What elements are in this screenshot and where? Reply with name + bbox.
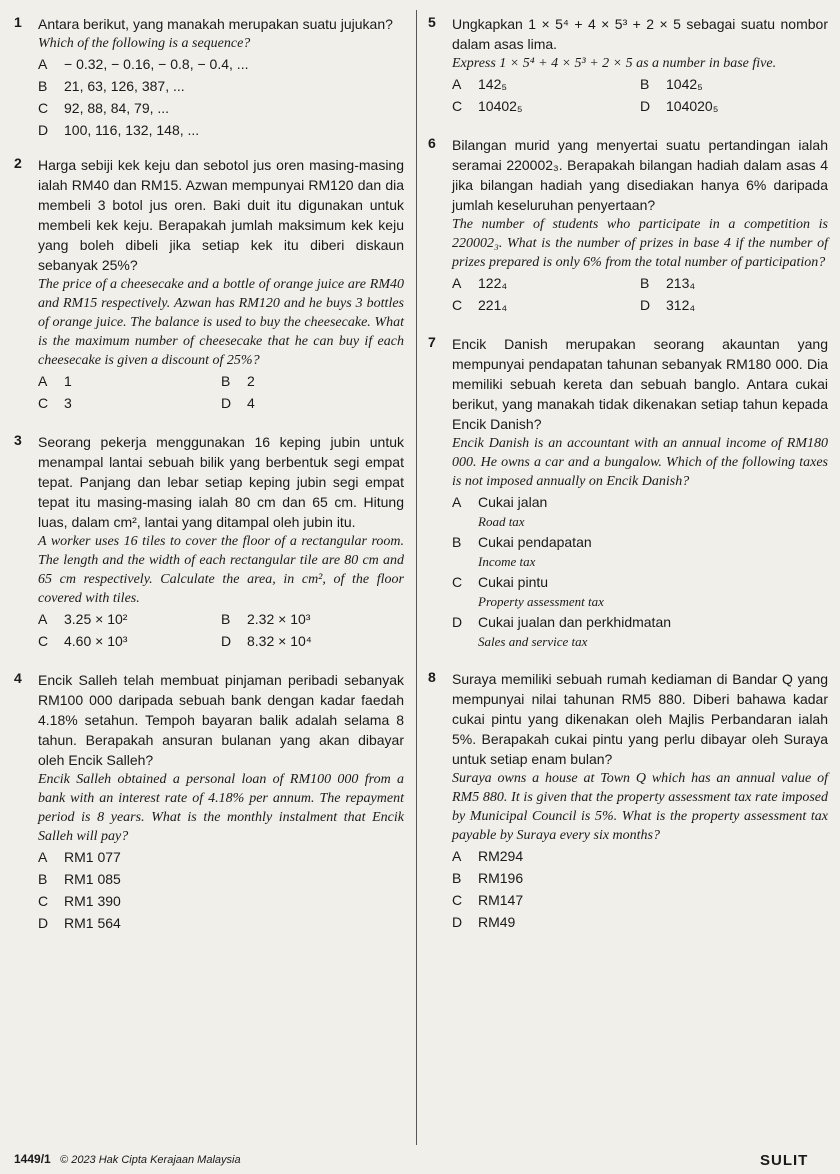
question-text-english: The price of a cheesecake and a bottle of orange juice are RM40 and RM15 respectively. Azwan has RM120 and he buys 3 bottles of orange juice. The balance is used to buy the cheesecake. What is the maximum number of cheesecake that he can buy if each cheesecake is given a discount of 25%? <box>38 277 404 368</box>
options <box>38 53 404 141</box>
option-a[interactable]: A 122₄ <box>452 275 508 291</box>
copyright-text: © 2023 Hak Cipta Kerajaan Malaysia <box>60 1154 241 1166</box>
option-d[interactable]: D 104020₅ <box>640 98 719 114</box>
question-2 <box>14 155 404 414</box>
option-a[interactable]: A RM294 <box>452 848 524 864</box>
option-translation: Income tax <box>478 554 536 569</box>
right-column <box>428 14 828 933</box>
question-text-malay: Bilangan murid yang menyertai suatu pertandingan ialah seramai 220002₃. Berapakah bilangan hadiah dalam asas 4 jika bilangan hadiah yang disediakan hanya 6% daripada jumlah keseluruhan penyertaan? <box>452 137 828 213</box>
question-text-malay: Suraya memiliki sebuah rumah kediaman di Bandar Q yang mempunyai nilai tahunan RM5 880. Diberi bahawa kadar cukai pintu yang dikenakan oleh Majlis Perbandaran ialah 5%. Berapakah cukai pintu yang perlu dibayar oleh Suraya untuk setiap enam bulan? <box>452 671 828 767</box>
option-b[interactable]: B 213₄ <box>640 275 696 291</box>
option-c[interactable]: C Cukai pintu Property assessment tax <box>452 571 828 611</box>
options <box>38 608 404 652</box>
question-text-malay: Harga sebiji kek keju dan sebotol jus oren masing-masing ialah RM40 dan RM15. Azwan mempunyai RM120 dan dia membeli 3 botol jus oren. Baki duit itu digunakan untuk membeli kek keju. Berapakah jumlah maksimum kek keju yang boleh dibeli jika setiap kek itu diberi diskaun sebanyak 25%? <box>38 157 404 273</box>
option-a[interactable]: A 1 <box>38 373 72 389</box>
question-3 <box>14 432 404 652</box>
option-a[interactable]: A Cukai jalan Road tax <box>452 491 828 531</box>
question-text-english: Encik Salleh obtained a personal loan of RM100 000 from a bank with an interest rate of 4.18% per annum. The repayment period is 8 years. What is the monthly instalment that Encik Salleh will pay? <box>38 772 404 844</box>
question-8 <box>428 669 828 933</box>
question-number: 5 <box>428 14 436 30</box>
question-text-malay: Encik Danish merupakan seorang akauntan yang mempunyai pendapatan tahunan sebanyak RM180 000. Dia memiliki sebuah kereta dan sebuah banglo. Antara cukai berikut, yang manakah tidak dikenakan setiap tahun kepada Encik Danish? <box>452 336 828 432</box>
question-text-malay: Ungkapkan 1 × 5⁴ + 4 × 5³ + 2 × 5 sebagai suatu nombor dalam asas lima. <box>452 16 828 52</box>
option-b[interactable]: B RM196 <box>452 870 524 886</box>
options <box>38 846 404 934</box>
question-text-english: A worker uses 16 tiles to cover the floor of a rectangular room. The length and the width of each rectangular tile are 80 cm and 65 cm respectively. Calculate the area, in cm², of the floor covered with tiles. <box>38 534 404 606</box>
option-d[interactable]: D Cukai jualan dan perkhidmatan Sales and service tax <box>452 611 828 651</box>
option-d[interactable]: D RM1 564 <box>38 915 121 931</box>
option-b[interactable]: B 21, 63, 126, 387, ... <box>38 78 185 94</box>
option-c[interactable]: C 4.60 × 10³ <box>38 633 128 649</box>
paper-code: 1449/1 <box>14 1152 51 1166</box>
option-d[interactable]: D 312₄ <box>640 297 696 313</box>
option-translation: Property assessment tax <box>478 594 604 609</box>
question-number: 7 <box>428 334 436 350</box>
question-7 <box>428 334 828 651</box>
option-c[interactable]: C RM147 <box>452 892 524 908</box>
option-a[interactable]: A 3.25 × 10² <box>38 611 128 627</box>
question-text-english: Which of the following is a sequence? <box>38 36 251 51</box>
option-a[interactable]: A 142₅ <box>452 76 507 92</box>
question-text-malay: Encik Salleh telah membuat pinjaman peribadi sebanyak RM100 000 daripada sebuah bank dengan kadar faedah 4.18% setahun. Tempoh bayaran balik adalah selama 8 tahun. Berapakah ansuran bulanan yang akan dibayar oleh Encik Salleh? <box>38 672 404 768</box>
option-a[interactable]: A − 0.32, − 0.16, − 0.8, − 0.4, ... <box>38 56 249 72</box>
option-d[interactable]: D 8.32 × 10⁴ <box>221 633 312 649</box>
option-c[interactable]: C 92, 88, 84, 79, ... <box>38 100 170 116</box>
option-translation: Road tax <box>478 514 525 529</box>
option-d[interactable]: D RM49 <box>452 914 516 930</box>
question-4 <box>14 670 404 934</box>
option-b[interactable]: B 1042₅ <box>640 76 703 92</box>
question-1 <box>14 14 404 141</box>
option-b[interactable]: B 2.32 × 10³ <box>221 611 311 627</box>
sulit-label: SULIT <box>760 1152 809 1169</box>
question-number: 1 <box>14 14 22 30</box>
column-divider <box>416 10 417 1145</box>
question-number: 4 <box>14 670 22 686</box>
question-number: 2 <box>14 155 22 171</box>
option-b[interactable]: B Cukai pendapatan Income tax <box>452 531 828 571</box>
option-d[interactable]: D 100, 116, 132, 148, ... <box>38 122 200 138</box>
question-text-english: The number of students who participate in a competition is 220002₃. What is the number of prizes in base 4 if the number of prizes prepared is only 6% from the total number of participation? <box>452 217 828 270</box>
option-b[interactable]: B RM1 085 <box>38 871 121 887</box>
option-translation: Sales and service tax <box>478 634 588 649</box>
option-c[interactable]: C 10402₅ <box>452 98 523 114</box>
option-c[interactable]: C RM1 390 <box>38 893 121 909</box>
footer-code <box>14 1152 241 1166</box>
option-c[interactable]: C 221₄ <box>452 297 508 313</box>
question-text-english: Encik Danish is an accountant with an annual income of RM180 000. He owns a car and a bungalow. Which of the following taxes is not imposed annually on Encik Danish? <box>452 436 828 489</box>
question-6 <box>428 135 828 316</box>
question-text-english: Suraya owns a house at Town Q which has an annual value of RM5 880. It is given that the property assessment tax rate imposed by Municipal Council is 5%. What is the property assessment tax payable by Suraya every six months? <box>452 771 828 843</box>
question-number: 8 <box>428 669 436 685</box>
options <box>452 491 828 651</box>
options <box>452 845 828 933</box>
question-text-english: Express 1 × 5⁴ + 4 × 5³ + 2 × 5 as a number in base five. <box>452 56 777 71</box>
options <box>452 73 828 117</box>
option-c[interactable]: C 3 <box>38 395 72 411</box>
question-number: 6 <box>428 135 436 151</box>
question-text-malay: Antara berikut, yang manakah merupakan suatu jujukan? <box>38 16 393 32</box>
question-5 <box>428 14 828 117</box>
option-b[interactable]: B 2 <box>221 373 255 389</box>
options <box>38 370 404 414</box>
question-number: 3 <box>14 432 22 448</box>
options <box>452 272 828 316</box>
option-a[interactable]: A RM1 077 <box>38 849 121 865</box>
option-d[interactable]: D 4 <box>221 395 255 411</box>
left-column <box>14 14 404 934</box>
question-text-malay: Seorang pekerja menggunakan 16 keping jubin untuk menampal lantai sebuah bilik yang berbentuk segi empat tepat. Panjang dan lebar setiap keping jubin segi empat tepat itu masing-masing ialah 80 cm dan 65 cm. Hitung luas, dalam cm², lantai yang ditampal oleh jubin itu. <box>38 434 404 530</box>
